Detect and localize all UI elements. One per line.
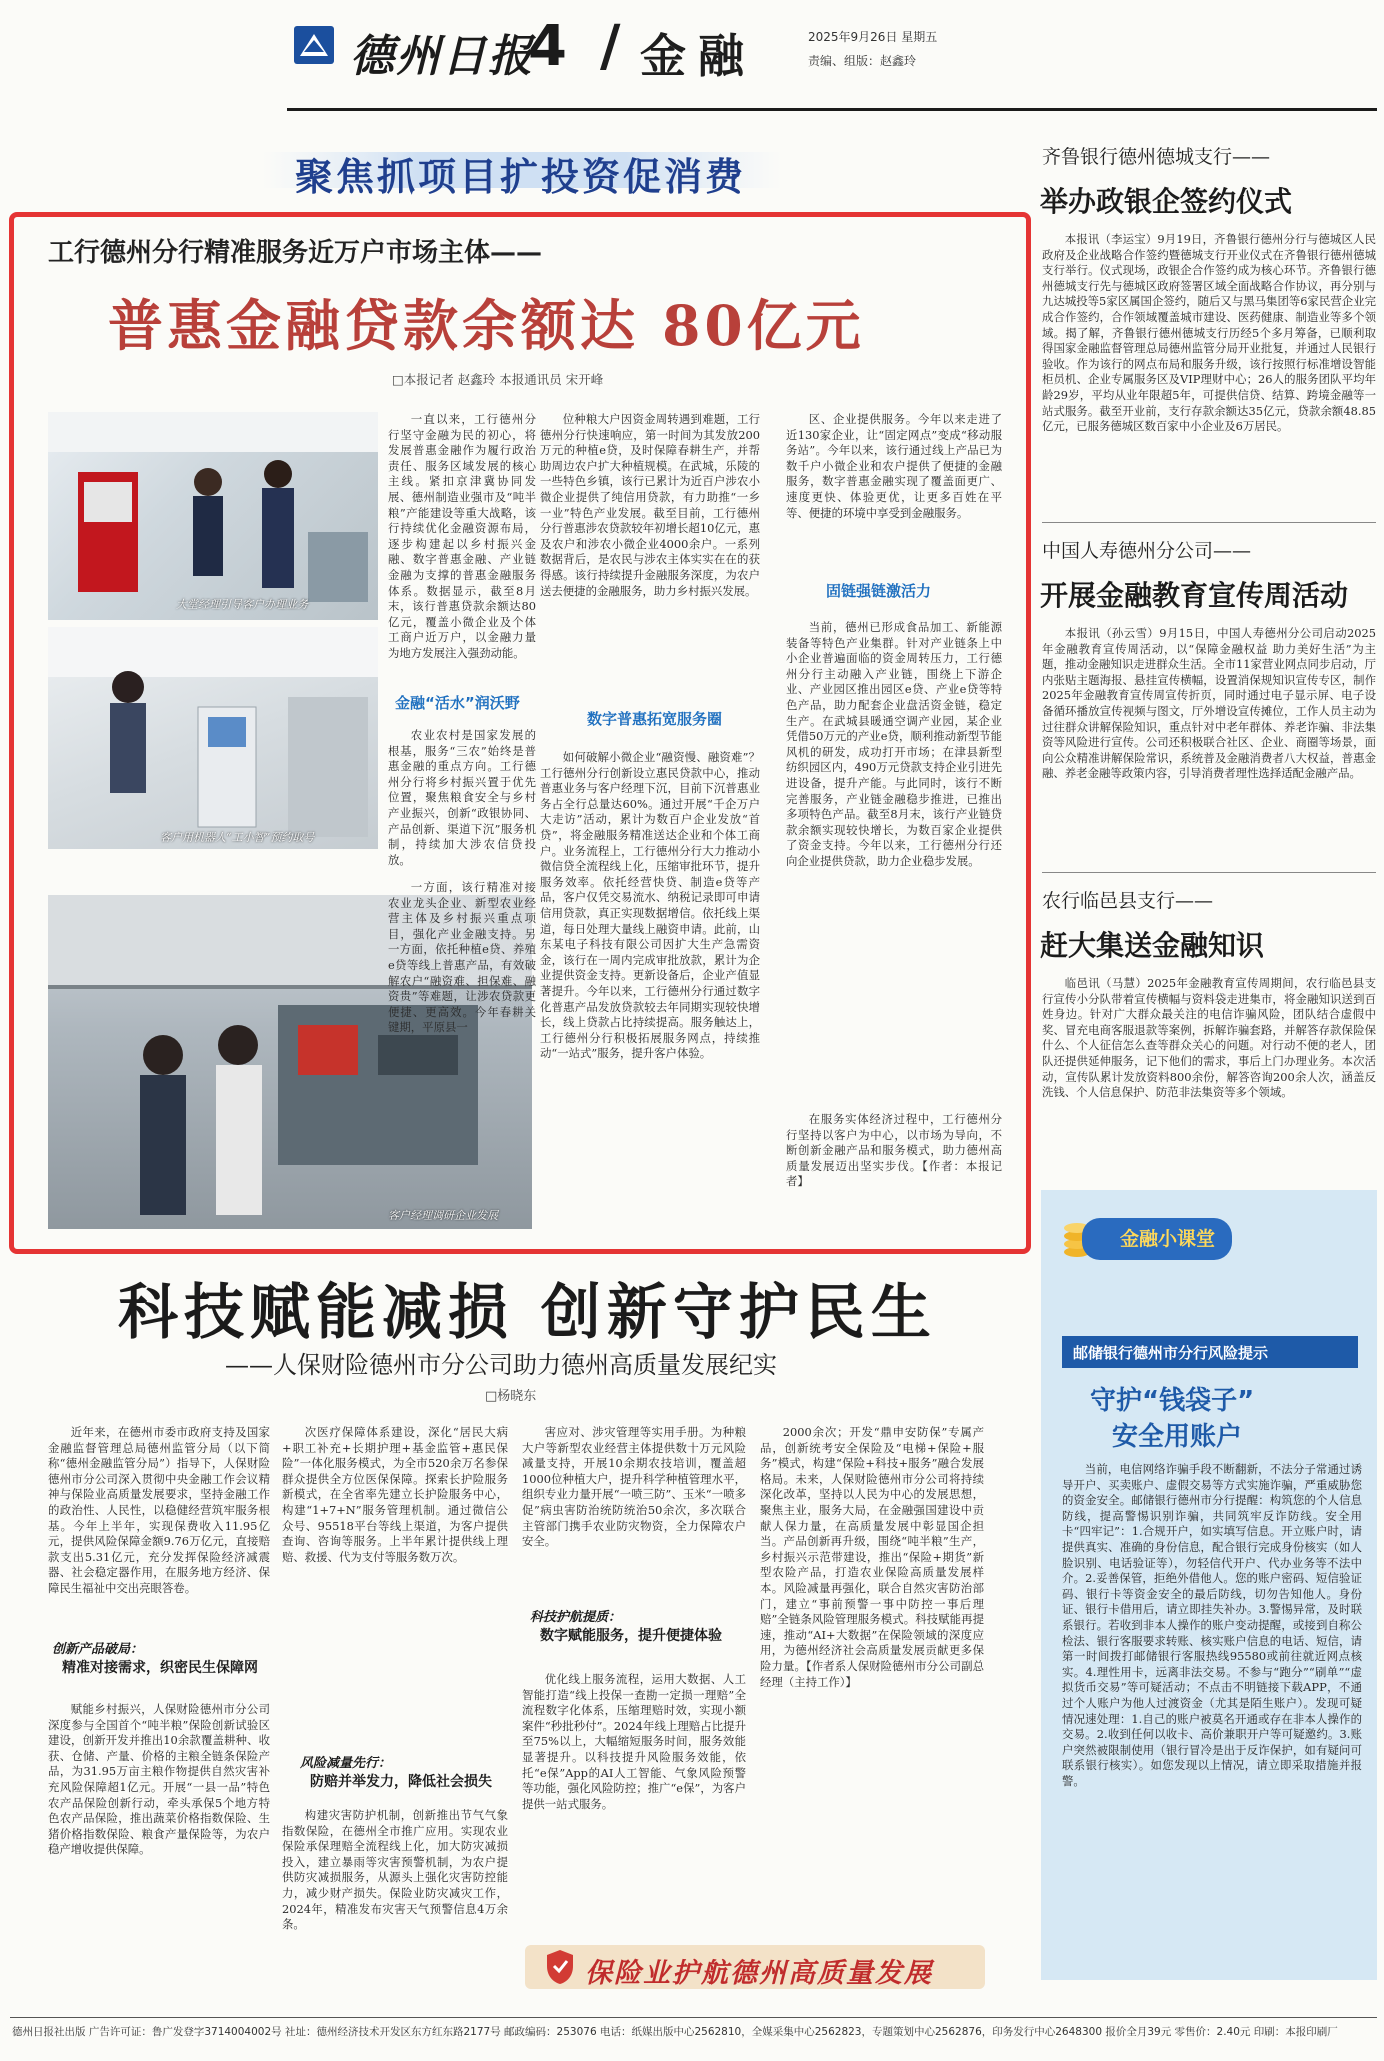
lead-col2: 位种粮大户因资金周转遇到难题，工行德州分行快速响应，第一时间为其发放200万元的种植e贷，及时保障春耕生产，并帮助周边农户扩大种植规模。在武城，乐陵的一些特色乡镇，该行已累计为近百户涉农小微企业提供了纯信用贷款，有力助推“一乡一业”特色产业发展。截至目前，工行德州分行普惠涉农贷款较年初增长超10亿元，惠及农户和涉农小微企业4000余户。一系列数据背后，是农民与涉农主体实实在在的获得感。该行持续提升金融服务深度，为农户送去便捷的金融服务，助力乡村振兴发展。 — [540, 412, 760, 598]
lead-col1c: 一方面，该行精准对接农业龙头企业、新型农业经营主体及乡村振兴重点项目，强化产业金融支持。另一方面，依托种植e贷、养殖e贷等线上普惠产品，有效破解农户“融资难、担保难、融资贵”等难题，让涉农贷款更便捷、更高效。今年春耕关键期，平原县一 — [388, 880, 536, 1035]
photo-robot-queue — [48, 627, 378, 849]
bottom-col3: 害应对、涉灾管理等实用手册。为种粮大户等新型农业经营主体提供数十万元风险减量支持，开展10余期农技培训，覆盖超1000位种植大户，提升科学种植管理水平，组织专业力量开展“一喷三防”、玉米“一喷多促”病虫害防治统防统治50余次，多次联合主管部门携手农业防灾物资，全力保障农户安全。 — [522, 1425, 746, 1549]
sidebar-ribbon-text: 邮储银行德州市分行风险提示 — [1073, 1344, 1269, 1362]
banner-title: 聚焦抓项目扩投资促消费 — [295, 154, 747, 199]
masthead — [0, 0, 1384, 110]
section-head-3 — [530, 1606, 740, 1645]
subhead-2: 数字普惠拓宽服务圈 — [587, 710, 723, 728]
sidebar-badge-text: 金融小课堂 — [1120, 1228, 1216, 1250]
bottom-banner-text: 保险业护航德州高质量发展 — [585, 1958, 933, 1989]
sidebar-body: 当前，电信网络诈骗手段不断翻新，不法分子常通过诱导开户、买卖账户、虚假交易等方式实施诈骗，严重威胁您的资金安全。邮储银行德州市分行提醒：构筑您的个人信息防线，提高警惕识别诈骗，共同筑牢反诈防线。安全用卡“四牢记”：1.合规开户，如实填写信息。开立账户时，请提供真实、准确的身份信息，配合银行完成身份核实（如人脸识别、电话验证等），勿轻信代开户、代办业务等不法中介。2.妥善保管，拒绝外借他人。您的账户密码、短信验证码、银行卡等资金安全的最后防线，切勿告知他人。身份证、银行卡借用后，请立即挂失补办。3.警惕异常，及时联系银行。若收到非本人操作的账户变动提醒，或接到自称公检法、银行客服要求转账、核实账户信息的电话、短信，请第一时间拨打邮储银行客服热线95580或前往就近网点核实。4.理性用卡，远离非法交易。不参与“跑分”“刷单”“虚拟货币交易”等可疑活动；不点击不明链接下载APP，不通过个人账户为他人过渡资金（尤其是陌生账户）。发现可疑情况速处理：1.自己的账户被莫名开通或存在非本人操作的交易。2.收到任何以收卡、高价兼职开户等可疑邀约。3.账户突然被限制使用（银行冒冷是出于反诈保护，如有疑问可联系银行核实）。如您发现以上情况，请立即采取措施并报警。 — [1062, 1462, 1362, 1788]
bottom-byline: □杨晓东 — [485, 1389, 537, 1404]
lead-byline: □本报记者 赵鑫玲 本报通讯员 宋开峰 — [392, 372, 604, 387]
photo-caption-1: 大堂经理引导客户办理业务 — [176, 598, 308, 611]
sidebar-title-line2: 安全用账户 — [1112, 1422, 1243, 1452]
right-body-2: 本报讯（孙云雪）9月15日，中国人寿德州分公司启动2025年金融教育宣传周活动，以“保障金融权益 助力美好生活”为主题，推动金融知识走进群众生活。全市11家营业网点同步启动，厅内张贴主题海报、悬挂宣传横幅，设置消保规知识宣传专区，制作2025年金融教育宣传周宣传折页，同时通过电子显示屏、电子设备循环播放宣传视频与图文，厅外增设宣传摊位，工作人员主动为过往群众讲解保险知识，重点针对中老年群体、养老诈骗、非法集资等风险进行宣传。公司还积极联合社区、企业、商圈等场景，面向公众精准讲解保险常识，系统普及金融消费者八大权益，普惠金融、养老金融等政策内容，引导消费者理性选择适配金融产品。 — [1042, 626, 1376, 781]
bottom-col3b: 优化线上服务流程，运用大数据、人工智能打造“线上投保一查勘一定损一理赔”全流程数字化体系，压缩理赔时效，实现小额案件“秒批秒付”。2024年线上理赔占比提升至75%以上，大幅缩短服务时间，服务效能显著提升。以科技提升风险服务效能，依托“e保”App的AI人工智能、气象风险预警等功能，强化风险防控；推广“e保”，为客户提供一站式服务。 — [522, 1672, 746, 1811]
right-kicker-3: 农行临邑县支行—— — [1042, 890, 1214, 912]
lead-col3: 区、企业提供服务。今年以来走进了近130家企业，让“固定网点”变成“移动服务站”。今年以来，该行通过线上产品已为数千户小微企业和农户提供了便捷的金融服务，数字普惠金融实现了覆盖面更广、速度更快、体验更优，让更多百姓在平等、便捷的环境中享受到金融服务。 — [786, 412, 1002, 520]
right-headline-1: 举办政银企签约仪式 — [1040, 185, 1293, 218]
bottom-headline: 科技赋能减损 创新守护民生 — [118, 1278, 937, 1348]
photo-caption-3: 客户经理调研企业发展 — [388, 1209, 498, 1222]
right-divider-2 — [1042, 872, 1376, 873]
lead-col1: 一直以来，工行德州分行坚守金融为民的初心，将发展普惠金融作为履行政治责任、服务区域发展的核心主线。紧扣京津冀协同发展、德州制造业强市及“吨半粮”产能建设等重大战略，该行持续优化金融资源布局，逐步构建起以乡村振兴金融、数字普惠金融、产业链金融为支撑的普惠金融服务体系。数据显示，截至8月末，该行普惠贷款余额达80亿元，覆盖小微企业及个体工商户近万户，以金融力量为地方发展注入强劲动能。 — [388, 412, 536, 660]
section-head-3-label: 科技护航提质： — [530, 1610, 622, 1625]
section-head-1-title: 精准对接需求，织密民生保障网 — [62, 1660, 258, 1676]
right-kicker-1: 齐鲁银行德州德城支行—— — [1042, 146, 1271, 168]
lead-kicker: 工行德州分行精准服务近万户市场主体—— — [48, 238, 543, 268]
right-headline-3: 赶大集送金融知识 — [1040, 929, 1265, 962]
bottom-subtitle: ——人保财险德州市分公司助力德州高质量发展纪实 — [225, 1351, 777, 1379]
right-headline-2: 开展金融教育宣传周活动 — [1040, 579, 1349, 612]
editor-credit: 责编、组版：赵鑫玲 — [808, 54, 917, 68]
page-number: 4 — [528, 14, 567, 79]
right-body-3: 临邑讯（马慧）2025年金融教育宣传周期间，农行临邑县支行宣传小分队带着宣传横幅与资料袋走进集市，将金融知识送到百姓身边。针对广大群众最关注的电信诈骗风险，团队结合虚假中奖、冒充电商客服退款等案例，拆解诈骗套路，并解答存款保险保什么、个人征信怎么查等群众关心的问题。对行动不便的老人，团队还提供延伸服务，记下他们的需求，事后上门办理业务。本次活动，宣传队累计发放资料800余份，解答咨询200余人次，涵盖反洗钱、个人信息保护、防范非法集资等多个领域。 — [1042, 976, 1376, 1100]
photo-caption-2: 客户用机器人“工小智”预约取号 — [160, 831, 315, 844]
subhead-3: 固链强链激活力 — [826, 582, 932, 600]
paper-name: 德州日报 — [350, 31, 534, 82]
lead-col2b: 如何破解小微企业“融资慢、融资难”？工行德州分行创新设立惠民贷款中心，推动普惠业务与客户经理下沉，目前下沉普惠业务占全行总量达60%。通过开展“千企万户大走访”活动，累计为数百户企业发放“首贷”，将金融服务精准送达企业和个体工商户。业务流程上，工行德州分行大力推动小微信贷全流程线上化，压缩审批环节，提升服务效率。依托经营快贷、制造e贷等产品，客户仅凭交易流水、纳税记录即可申请信用贷款，真正实现数据增信。依托线上渠道，每日处理大量线上融资申请。此前，山东某电子科技有限公司因扩大生产急需资金，该行在一周内完成审批放款，累计为企业提供资金支持。更新设备后，企业产值显著提升。今年以来，工行德州分行通过数字化普惠产品发放贷款较去年同期实现较快增长，线上贷款占比持续提高。服务触达上，工行德州分行积极拓展服务网点，持续推动“一站式”服务，提升客户体验。 — [540, 750, 760, 1061]
section-head-3-title: 数字赋能服务，提升便捷体验 — [540, 1628, 722, 1644]
section-head-2-title: 防赔并举发力，降低社会损失 — [310, 1774, 492, 1790]
section-head-2-label: 风险减量先行： — [300, 1756, 392, 1771]
photo-bank-lobby — [48, 412, 378, 620]
lead-col3b: 当前，德州已形成食品加工、新能源装备等特色产业集群。针对产业链条上中小企业普遍面临的资金周转压力，工行德州分行主动融入产业链，围绕上下游企业、产业园区推出园区e贷、产业e贷等特色产品，助力配套企业盘活资金链，稳定生产。在武城县暖通空调产业园，某企业凭借50万元的产业e贷，顺利推动新型节能风机的研发，成功打开市场；在津县新型纺织园区内，490万元贷款支持企业引进先进设备，提升产能。与此同时，该行不断完善服务，产业链金融稳步推进，已推出多项特色产品。截至8月末，该行产业链贷款余额实现较快增长，为数百家企业提供了资金支持。今年以来，工行德州分行还向企业提供贷款，助力企业稳步发展。 — [786, 620, 1002, 868]
bottom-col2: 次医疗保障体系建设，深化“居民大病+职工补充+长期护理+基金监管+惠民保险”一体化服务模式，为全市520余万名参保群众提供全方位医保保障。探索长护险服务新模式，在全省率先建立长护险服务中心，构建“1+7+N”服务管理机制。通过微信公众号、95518平台等线上渠道，为客户提供查询、咨询等服务。上半年累计提供线上理赔、救援、代为支付等服务数万次。 — [282, 1425, 508, 1564]
section-title: 金融 — [640, 29, 756, 83]
bottom-col4: 2000余次；开发“鼎申安防保”专属产品，创新统考安全保险及“电梯+保险+服务”模式，构建“保险+科技+服务”融合发展格局。未来，人保财险德州市分公司将持续深化改革，坚持以人民为中心的发展思想，聚焦主业，服务大局，在金融强国建设中贡献人保力量，在高质量发展中彰显国企担当。产品创新再升级，围绕“吨半粮”生产，乡村振兴示范带建设，推出“保险+期货”新型农险产品，打造农业保险高质量发展样本。风险减量再强化，联合自然灾害防治部门，建立“事前预警一事中防控一事后理赔”全链条风险管理服务模式。科技赋能再提速，推动“AI+大数据”在保险领域的深度应用，为德州经济社会高质量发展贡献更多保险力量。【作者系人保财险德州市分公司副总经理（主持工作）】 — [760, 1425, 984, 1689]
right-kicker-2: 中国人寿德州分公司—— — [1042, 540, 1252, 562]
bottom-col1b: 赋能乡村振兴，人保财险德州市分公司深度参与全国首个“吨半粮”保险创新试验区建设，创新开发并推出10余款覆盖耕种、收获、仓储、产量、价格的主粮全链条保险产品，为31.95万亩主粮作物提供自然灾害补充风险保障超1亿元。开展“一县一品”特色农产品保险创新行动，牵头承保5个地方特色农产品保险，推出蔬菜价格指数保险、生猪价格指数保险、粮食产量保险等，为农户稳产增收提供保障。 — [48, 1702, 270, 1857]
section-head-1 — [52, 1638, 262, 1677]
bottom-col2b: 构建灾害防护机制，创新推出节气气象指数保险，在德州全市推广应用。实现农业保险承保理赔全流程线上化，加大防灾减损投入，建立暴雨等灾害预警机制，为农户提供防灾减损服务，从源头上强化灾害防控能力，减少财产损失。保险业防灾减灾工作，2024年，精准发布灾害天气预警信息4万余条。 — [282, 1808, 508, 1932]
footer-info: 德州日报社出版 广告许可证：鲁广发登字3714004002号 社址：德州经济技术开发区东方红东路2177号 邮政编码：253076 电话：纸媒出版中心2562810，全媒采集中心2562823，专题策划中心2562876，印务发行中心2648300 报价全月39元 零售价：2.40元 印刷：本报印刷厂 — [12, 2026, 1338, 2038]
lead-col1b: 农业农村是国家发展的根基，服务“三农”始终是普惠金融的重点方向。工行德州分行将乡村振兴置于优先位置，聚焦粮食安全与乡村产业振兴，创新“政银协同、产品创新、渠道下沉”服务机制，持续加大涉农信贷投放。 — [388, 728, 536, 867]
newspaper-logo-icon — [292, 22, 338, 68]
footer-rule — [10, 2017, 1377, 2018]
right-body-1: 本报讯（李运宝）9月19日，齐鲁银行德州分行与德城区人民政府及企业战略合作签约暨德城支行开业仪式在齐鲁银行德州德城支行举行。仪式现场，政银企合作签约成为核心环节。齐鲁银行德州德城支行先与德城区政府签署区域全面战略合作协议，再分别与九达城投等5家区属国企签约，随后又与黑马集团等6家民营企业完成合作签约，合作领域覆盖城市建设、医药健康、制造业等多个领域。揭了解，齐鲁银行德州德城支行历经5个多月筹备，已顺利取得国家金融监督管理总局德州监管分局开业批复，并通过人民银行验收。作为该行的网点布局和服务升级，该行按照行标准增设智能柜员机、企业专属服务区及VIP理财中心；26人的服务团队平均年龄29岁，平均从业年限超5年，可提供信贷、结算、跨境金融等一站式服务。截至开业前，支行存款余额达35亿元，贷款余额48.85亿元，已服务德城区数百家中小企业及6万居民。 — [1042, 232, 1376, 434]
shield-icon — [545, 1948, 575, 1986]
right-divider-1 — [1042, 522, 1376, 523]
sidebar-title-line1: 守护“钱袋子” — [1090, 1386, 1255, 1416]
lead-col3c: 在服务实体经济过程中，工行德州分行坚持以客户为中心，以市场为导向，不断创新金融产品和服务模式，助力德州高质量发展迈出坚实步伐。【作者：本报记者】 — [786, 1112, 1002, 1189]
bottom-col1: 近年来，在德州市委市政府支持及国家金融监督管理总局德州监管分局（以下简称“德州金融监管分局”）指导下，人保财险德州市分公司深入贯彻中央金融工作会议精神与保险业高质量发展要求，坚持金融工作的政治性、人民性，以稳健经营筑牢服务根基。今年上半年，实现保费收入11.95亿元，提供风险保障金额9.76万亿元，直接赔款支出5.31亿元，充分发挥保险经济减震器、社会稳定器作用，在服务地方经济、保障民生福祉中交出亮眼答卷。 — [48, 1425, 270, 1595]
page-separator: / — [600, 14, 621, 79]
lead-headline: 普惠金融贷款余额达 80亿元 — [108, 293, 865, 358]
issue-date: 2025年9月26日 星期五 — [808, 30, 938, 44]
section-head-2 — [300, 1752, 500, 1791]
section-head-1-label: 创新产品破局： — [52, 1642, 144, 1657]
subhead-1: 金融“活水”润沃野 — [395, 694, 520, 712]
masthead-rule — [287, 108, 1377, 111]
